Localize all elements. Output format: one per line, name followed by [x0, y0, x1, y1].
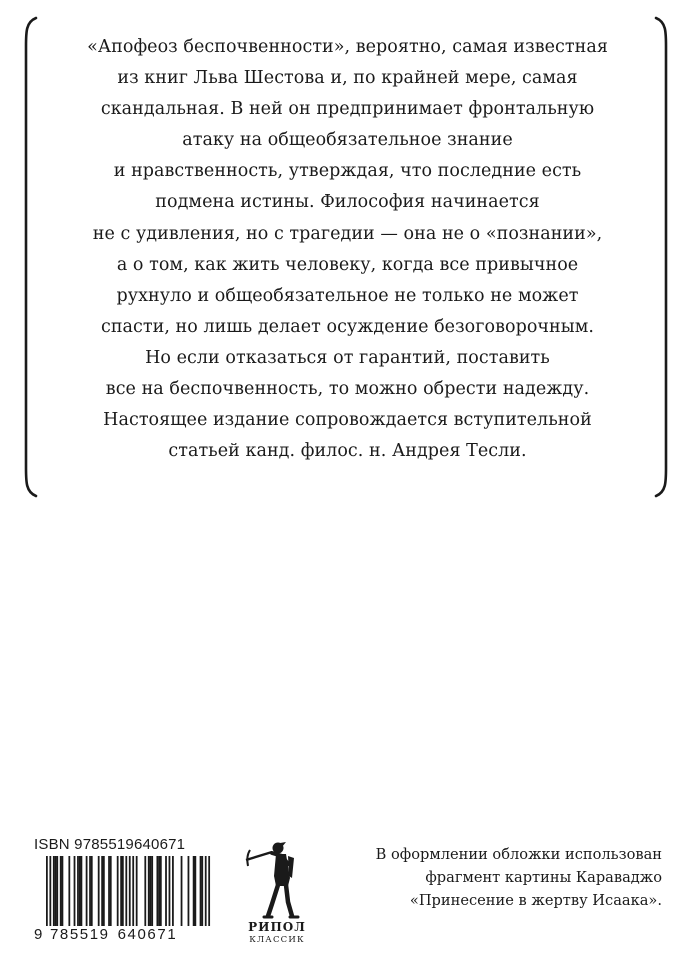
barcode-bar — [172, 856, 174, 926]
barcode-bar — [81, 856, 83, 926]
barcode-bar — [120, 856, 122, 926]
credit-line: «Принесение в жертву Исаака». — [409, 892, 662, 909]
publisher-name: РИПОЛ — [248, 920, 306, 934]
publisher-logo — [232, 838, 322, 950]
description-line: Настоящее издание сопровождается вступительной — [103, 410, 592, 431]
barcode-bar — [110, 856, 112, 926]
barcode-bar — [148, 856, 150, 926]
barcode-bar — [151, 856, 153, 926]
barcode-bar — [101, 856, 103, 926]
barcode-bar — [165, 856, 167, 926]
description-line: не с удивления, но с трагедии — она не о «познании», — [92, 223, 603, 244]
barcode-bar — [188, 856, 190, 926]
barcode-bar — [60, 856, 62, 926]
barcode-bar — [98, 856, 100, 926]
barcode-bar — [160, 856, 162, 926]
description-line: а о том, как жить человеку, когда все привычное — [116, 254, 579, 275]
cover-credit — [342, 843, 662, 912]
barcode-digits-left: 785519 — [49, 926, 110, 943]
barcode-bar — [79, 856, 81, 926]
barcode-bar — [156, 856, 158, 926]
barcode-bar — [77, 856, 79, 926]
barcode-bar — [200, 856, 202, 926]
barcode-digits — [34, 926, 212, 944]
barcode-bar — [117, 856, 119, 926]
barcode-digit-first: 9 — [34, 926, 44, 943]
isbn-barcode — [34, 836, 212, 946]
barcode-bar — [56, 856, 58, 926]
barcode-bar — [91, 856, 93, 926]
barcode-bar — [74, 856, 76, 926]
isbn-label: ISBN 9785519640671 — [34, 836, 186, 853]
credit-line: В оформлении обложки использован — [375, 846, 662, 863]
book-description — [60, 32, 635, 467]
barcode-bar — [103, 856, 105, 926]
barcode-bar — [181, 856, 183, 926]
barcode-bar — [144, 856, 146, 926]
description-line: из книг Льва Шестова и, по крайней мере, самая — [117, 68, 578, 89]
barcode-bar — [108, 856, 110, 926]
description-line: рухнуло и общеобязательное не только не может — [116, 285, 579, 306]
barcode-bar — [150, 856, 152, 926]
publisher-series: КЛАССИК — [249, 935, 305, 945]
description-line: Но если отказаться от гарантий, поставить — [145, 347, 550, 368]
description-line: спасти, но лишь делает осуждение безоговорочным. — [100, 316, 594, 337]
barcode-bar — [201, 856, 203, 926]
barcode-bar — [68, 856, 70, 926]
description-line: все на беспочвенность, то можно обрести надежду. — [105, 379, 590, 400]
barcode-bar — [55, 856, 57, 926]
left-bracket-ornament — [22, 16, 38, 498]
description-line: подмена истины. Философия начинается — [155, 192, 540, 213]
barcode-bar — [132, 856, 134, 926]
barcode-bar — [89, 856, 91, 926]
description-line: и нравственность, утверждая, что последние есть — [113, 161, 582, 182]
barcode-bar — [122, 856, 124, 926]
credit-line: фрагмент картины Караваджо — [425, 869, 662, 886]
description-line: статьей канд. филос. н. Андрея Тесли. — [168, 441, 527, 462]
barcode-bar — [53, 856, 55, 926]
right-bracket-ornament — [654, 16, 670, 498]
description-line: «Апофеоз беспочвенности», вероятно, самая известная — [87, 37, 608, 57]
barcode-bar — [86, 856, 88, 926]
barcode-bar — [62, 856, 64, 926]
barcode-bar — [158, 856, 160, 926]
barcode-bar — [193, 856, 195, 926]
barcode-bar — [194, 856, 196, 926]
archer-figure-icon — [242, 838, 312, 920]
barcode-bar — [136, 856, 138, 926]
barcode-bar — [169, 856, 171, 926]
description-line: скандальная. В ней он предпринимает фронтальную — [100, 99, 595, 120]
description-line: атаку на общеобязательное знание — [182, 130, 513, 151]
barcode-digits-right: 640671 — [117, 926, 178, 943]
